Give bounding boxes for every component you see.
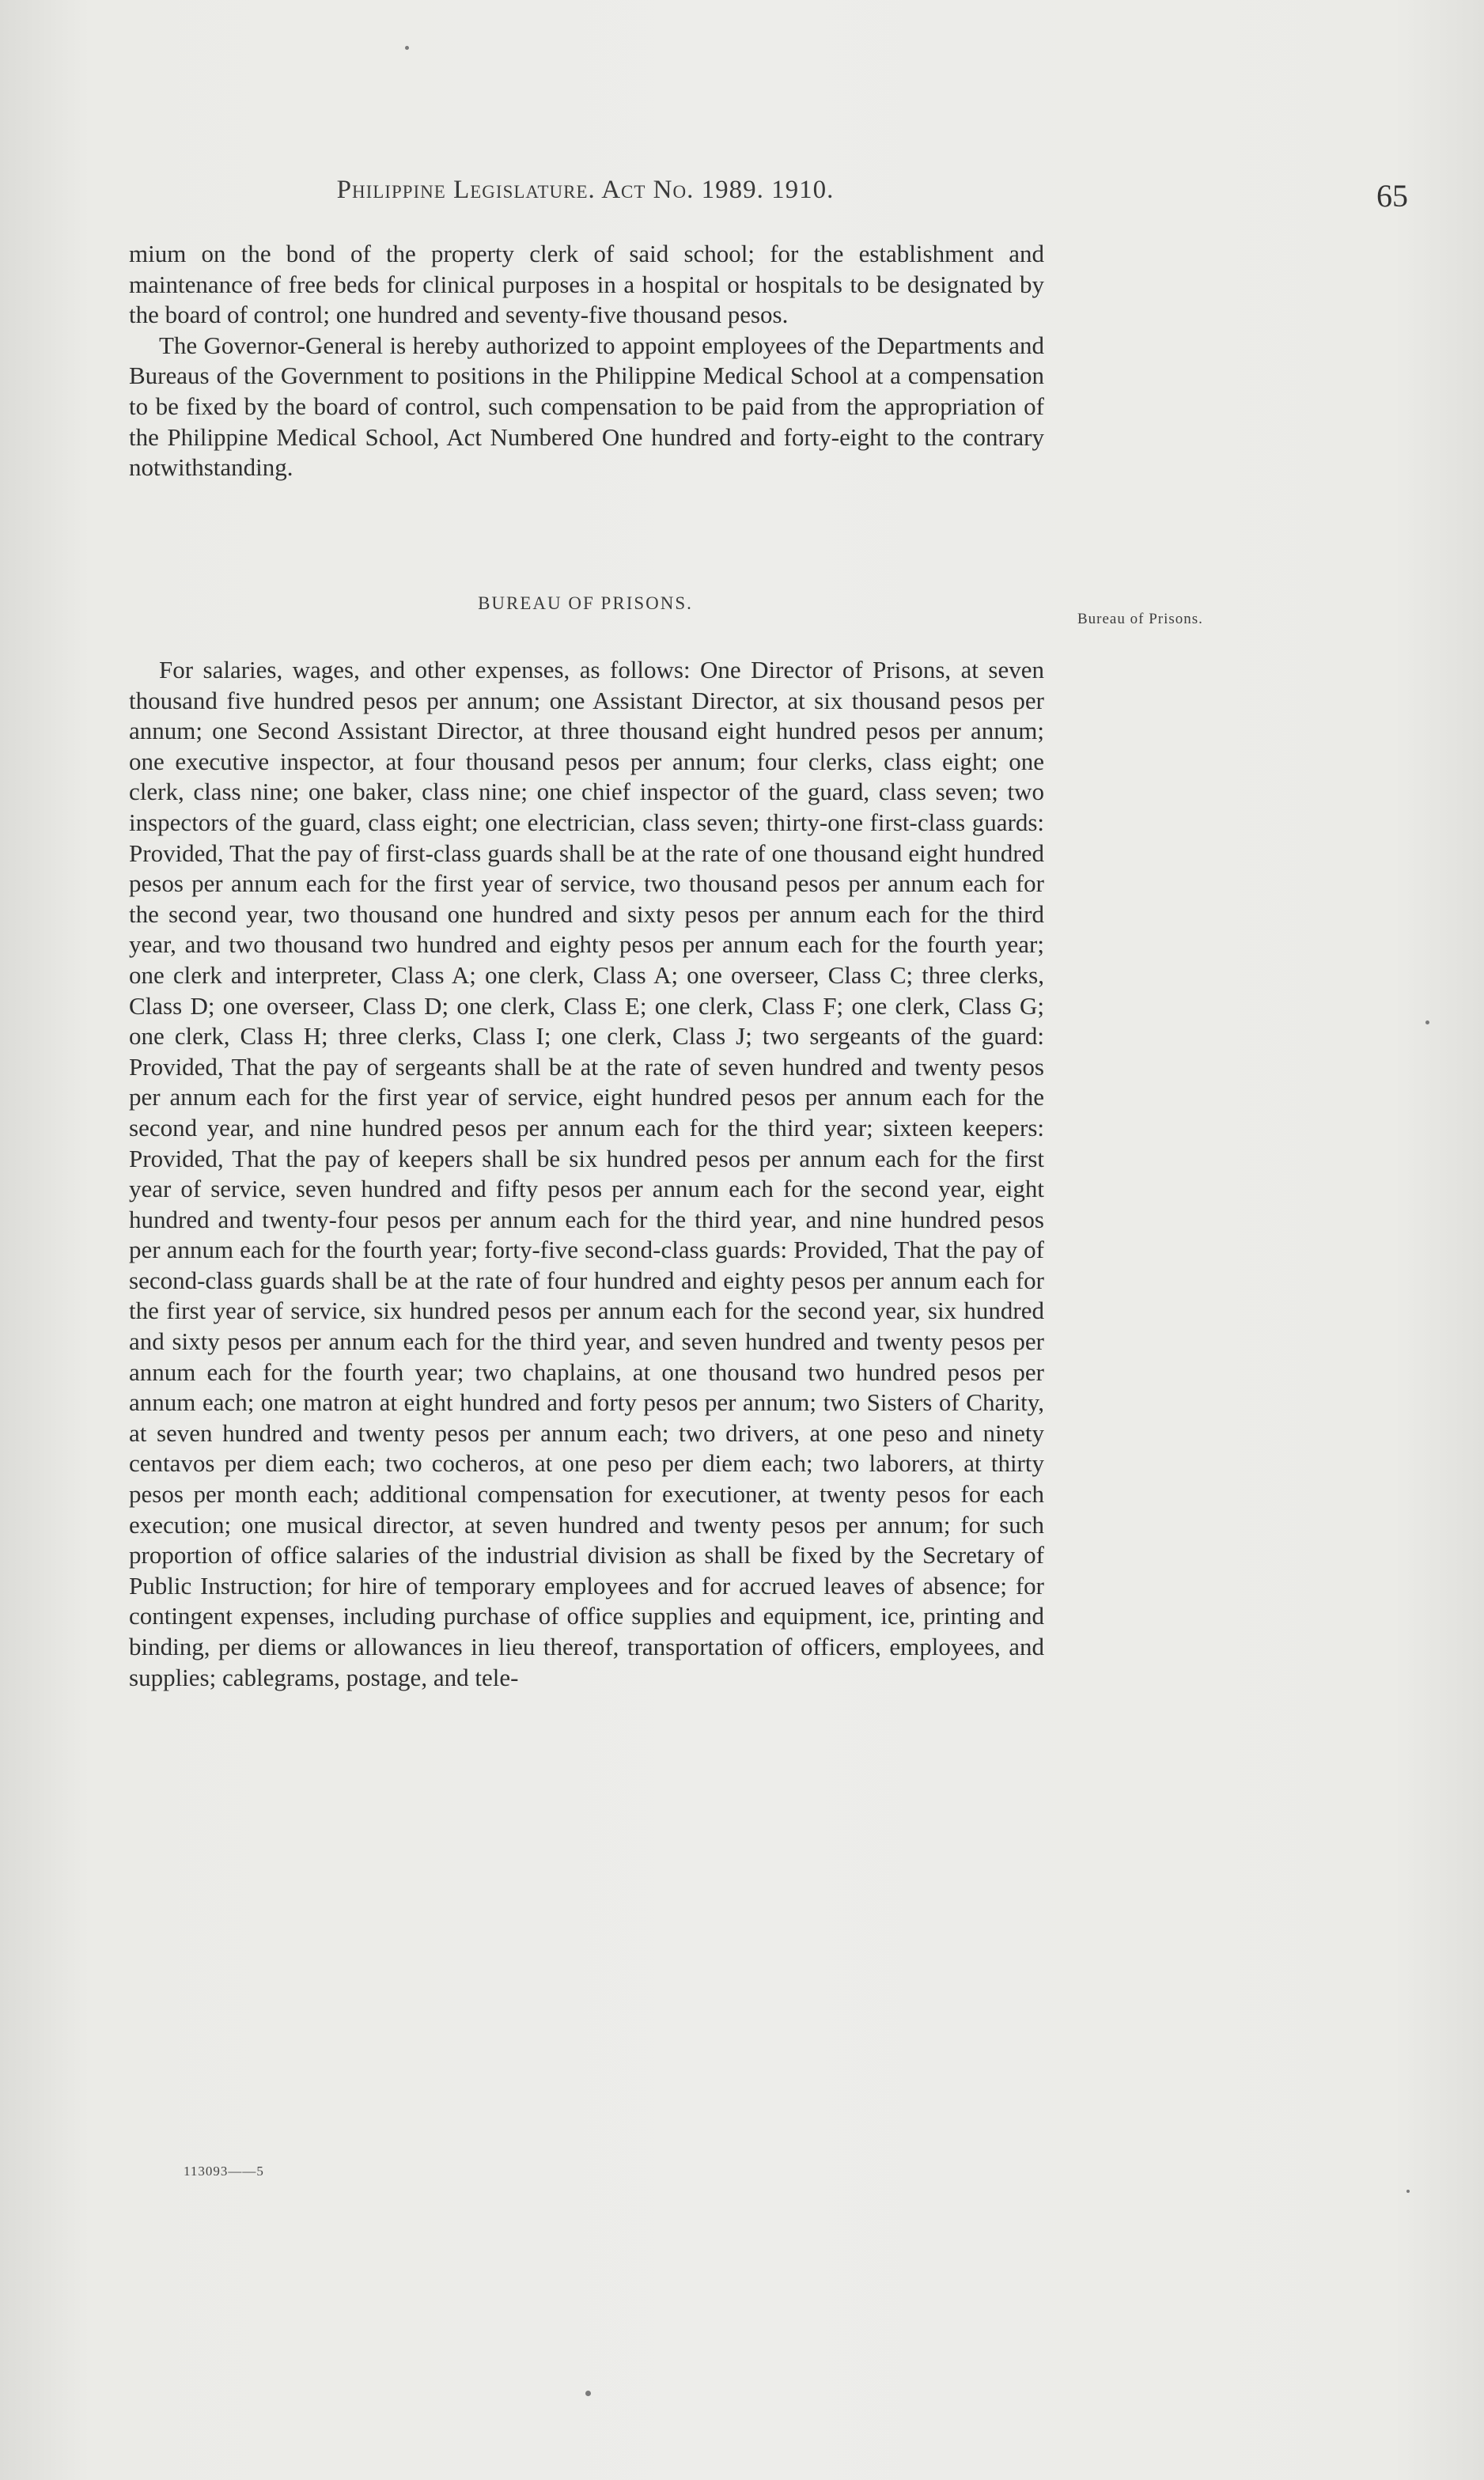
ink-speck xyxy=(585,2391,591,2396)
paragraph-continuation: mium on the bond of the property clerk of said school; for the establishment and maintenance of free beds for clinical purposes in a hospital or hospitals to be designated by the board of control; one hundred and seventy-five thousand pesos. xyxy=(129,240,1044,329)
text-block-bureau-of-prisons xyxy=(129,655,1044,1693)
margin-note: Bureau of Prisons. xyxy=(1077,611,1203,627)
page-number: 65 xyxy=(1376,178,1408,214)
ink-speck xyxy=(1406,2190,1410,2193)
section-heading: BUREAU OF PRISONS. xyxy=(478,593,693,613)
running-head: Philippine Legislature. Act No. 1989. 1910. xyxy=(336,176,835,204)
ink-speck xyxy=(405,46,409,50)
text-block-top xyxy=(129,239,1044,483)
paragraph-governor-general: The Governor-General is hereby authorized to appoint employees of the Departments and Bureaus of the Government to positions in the Philippine Medical School at a compensation to be fixed by the board of control, such compensation to be paid from the appropriation of the Philippine Medical School, Act Numbered One hundred and forty-eight to the contrary notwithstanding. xyxy=(129,331,1044,482)
ink-speck xyxy=(1425,1020,1429,1024)
signature-mark: 113093——5 xyxy=(184,2164,264,2179)
paragraph-salaries: For salaries, wages, and other expenses, as follows: One Director of Prisons, at seven thousand five hundred pesos per annum; one Assistant Director, at six thousand pesos per annum; one Second Assistant Director, at three thousand eight hundred pesos per annum; one executive inspector, at four thousand pesos per annum; four clerks, class eight; one clerk, class nine; one baker, class nine; one chief inspector of the guard, class seven; two inspectors of the guard, class eight; one electrician, class seven; thirty-one first-class guards: Provided, That the pay of first-class guards shall be at the rate of one thousand eight hundred pesos per annum each for the first year of service, two thousand pesos per annum each for the second year, two thousand one hundred and sixty pesos per annum each for the third year, and two thousand two hundred and eighty pesos per annum each for the fourth year; one clerk and interpreter, Class A; one clerk, Class A; one overseer, Class C; three clerks, Class D; one overseer, Class D; one clerk, Class E; one clerk, Class F; one clerk, Class G; one clerk, Class H; three clerks, Class I; one clerk, Class J; two sergeants of the guard: Provided, That the pay of sergeants shall be at the rate of seven hundred and twenty pesos per annum each for the first year of service, eight hundred pesos per annum each for the second year, and nine hundred pesos per annum each for the third year; sixteen keepers: Provided, That the pay of keepers shall be six hundred pesos per annum each for the first year of service, seven hundred and fifty pesos per annum each for the second year, eight hundred and twenty-four pesos per annum each for the third year, and nine hundred pesos per annum each for the fourth year; forty-five second-class guards: Provided, That the pay of second-class guards shall be at the rate of four hundred and eighty pesos per annum each for the first year of service, six hundred pesos per annum each for the second year, six hundred and sixty pesos per annum each for the third year, and seven hundred and twenty pesos per annum each for the fourth year; two chaplains, at one thousand two hundred pesos per annum each; one matron at eight hundred and forty pesos per annum; two Sisters of Charity, at seven hundred and twenty pesos per annum each; two drivers, at one peso and ninety centavos per diem each; two cocheros, at one peso per diem each; two laborers, at thirty pesos per month each; additional compensation for executioner, at twenty pesos for each execution; one musical director, at seven hundred and twenty pesos per annum; for such proportion of office salaries of the industrial division as shall be fixed by the Secretary of Public Instruction; for hire of temporary employees and for accrued leaves of absence; for contingent expenses, including purchase of office supplies and equipment, ice, printing and binding, per diems or allowances in lieu thereof, transportation of officers, employees, and supplies; cablegrams, postage, and tele- xyxy=(129,656,1044,1691)
